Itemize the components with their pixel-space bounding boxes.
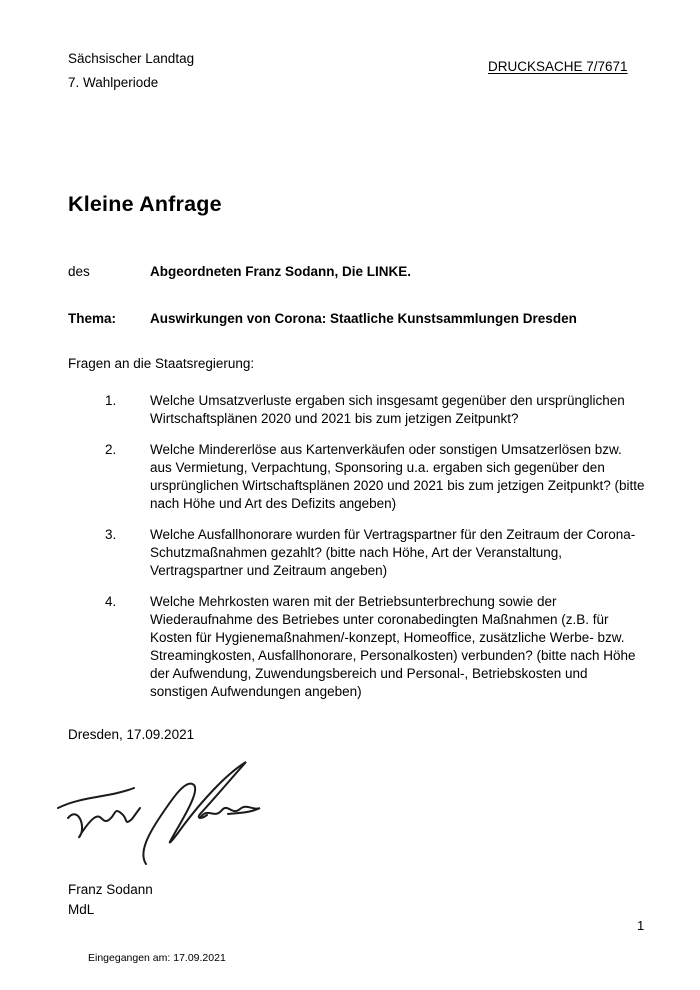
page-number: 1: [637, 918, 645, 933]
institution-name: Sächsischer Landtag: [68, 51, 195, 66]
submitter-prefix: des: [68, 264, 90, 279]
question-number: 1.: [105, 393, 117, 408]
question-text: Welche Ausfallhonorare wurden für Vertragspartner für den Zeitraum der Corona- Schutzmaßnahmen gezahlt? (bitte nach Höhe, Art der Veranstaltung, Vertragspartner und Zeitraum angeben): [150, 527, 636, 578]
question-number: 2.: [105, 442, 117, 457]
questions-intro: Fragen an die Staatsregierung:: [68, 356, 255, 371]
topic-text: Auswirkungen von Corona: Staatliche Kunstsammlungen Dresden: [150, 311, 577, 326]
question-text: Welche Mindererlöse aus Kartenverkäufen oder sonstigen Umsatzerlösen bzw. aus Vermietung, Verpachtung, Sponsoring u.a. ergaben sich gegenüber den ursprünglichen Wirtschaftsplänen 2020 und 2021 bis zum jetzigen Zeitpunkt? (bitte nach Höhe und Art des Defizits angeben): [150, 442, 645, 511]
question-item: [105, 392, 650, 428]
signer-name: Franz Sodann: [68, 882, 153, 897]
received-date-note: Eingegangen am: 17.09.2021: [88, 952, 226, 964]
question-item: [105, 526, 650, 580]
topic-label: Thema:: [68, 311, 117, 326]
legislative-term: 7. Wahlperiode: [68, 75, 159, 90]
questions-list: [105, 392, 650, 714]
document-number: DRUCKSACHE 7/7671: [488, 59, 628, 74]
question-item: [105, 593, 650, 701]
handwritten-signature: [50, 756, 265, 868]
signer-title: MdL: [68, 902, 95, 917]
document-header: [68, 47, 194, 95]
question-item: [105, 441, 650, 513]
question-text: Welche Umsatzverluste ergaben sich insgesamt gegenüber den ursprünglichen Wirtschaftsplänen 2020 und 2021 bis zum jetzigen Zeitpunkt?: [150, 393, 625, 426]
signer-block: [68, 880, 153, 920]
submitter-name: Abgeordneten Franz Sodann, Die LINKE.: [150, 264, 412, 279]
question-number: 4.: [105, 594, 117, 609]
place-and-date: Dresden, 17.09.2021: [68, 727, 195, 742]
question-text: Welche Mehrkosten waren mit der Betriebsunterbrechung sowie der Wiederaufnahme des Betriebes unter coronabedingten Maßnahmen (z.B. für Kosten für Hygienemaßnahmen/-konzept, Homeoffice, zusätzliche Werbe- bzw. Streamingkosten, Ausfallhonorare, Personalkosten) verbunden? (bitte nach Höhe der Aufwendung, Zuwendungsbereich und Personal-, Betriebskosten und sonstigen Aufwendungen angeben): [150, 594, 636, 699]
submitter-row: [68, 263, 650, 281]
page-title: Kleine Anfrage: [68, 192, 222, 216]
question-number: 3.: [105, 527, 117, 542]
topic-row: [68, 310, 650, 328]
